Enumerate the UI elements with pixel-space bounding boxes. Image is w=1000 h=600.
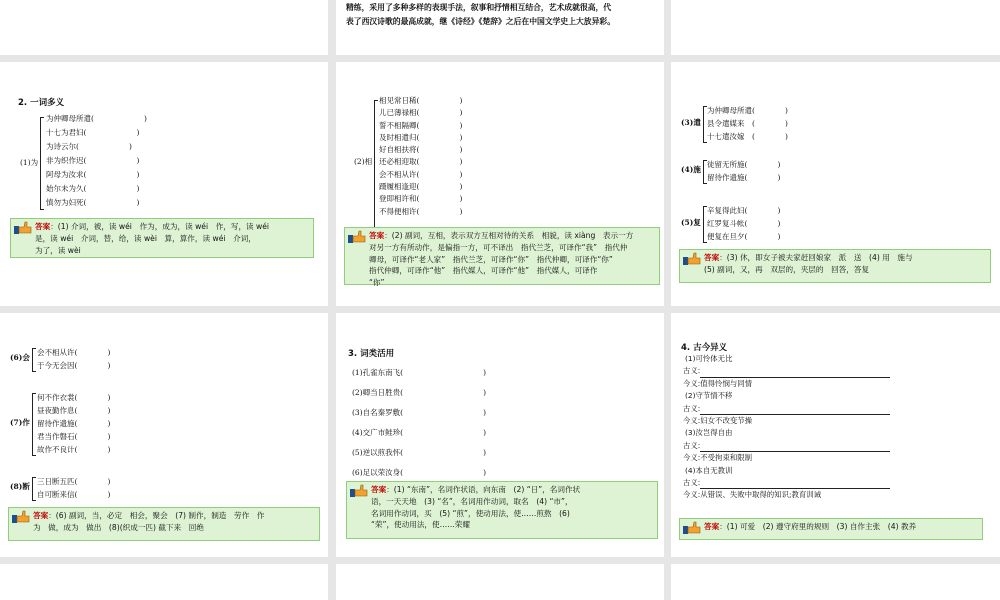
item-text: 儿已薄禄相( <box>379 108 420 118</box>
word-label: (2)相 <box>354 157 373 166</box>
item-text: 徒留无所施( <box>707 160 748 169</box>
item-text: 及时相遣归( <box>379 132 420 142</box>
answer-line: 是，读 wéi 介词，替，给，读 wèi 算，算作，读 wéi 介词， <box>35 233 256 243</box>
item-text: 县令遣媒来 ( <box>707 119 755 128</box>
list-item <box>352 443 486 463</box>
close-paren: ) <box>784 119 788 128</box>
answer-line: 语，一天天地 (3) “名”，名词用作动词，取名 (4) “市”， <box>371 496 573 506</box>
answer-box <box>346 481 658 539</box>
brace <box>374 100 378 228</box>
list-item <box>707 104 788 117</box>
list-item <box>46 154 147 168</box>
gu-label: 古义: <box>683 366 701 376</box>
list-item <box>352 463 486 483</box>
close-paren: ) <box>107 406 111 415</box>
pointing-hand-icon <box>350 484 368 497</box>
item-text: 故作不良计( <box>37 445 78 454</box>
answer-label: 答案 <box>33 511 49 520</box>
item-text: 君当作磐石( <box>37 432 78 441</box>
item-list <box>707 158 780 184</box>
jin-meaning: 今义:值得怜悯与同情 <box>683 378 753 388</box>
answer-line: ：(3) 休，即女子被夫家赶回娘家 派 送 (4) 用 施与 <box>719 253 913 262</box>
answer-line: ：(2) 副词，互相，表示双方互相对待的关系 相貌，读 xiàng 表示一方 <box>384 231 634 240</box>
list-item <box>707 130 788 143</box>
close-paren: ) <box>107 432 111 441</box>
item-text: 登即相许和( <box>379 194 420 204</box>
list-item <box>379 132 462 144</box>
word-label: (3)遣 <box>681 117 701 127</box>
list-item <box>352 403 486 423</box>
answer-line: “荣”，使动用法，使……荣耀 <box>371 520 470 530</box>
answer-label: 答案 <box>35 222 51 231</box>
list-item <box>37 430 110 443</box>
pointing-hand-icon <box>683 521 701 534</box>
list-item <box>37 417 110 430</box>
word-label: (7)作 <box>10 417 30 427</box>
jin-meaning: 今义:不受拘束和限制 <box>683 453 753 463</box>
close-paren: ) <box>107 393 111 402</box>
item-text: 非为织作迟( <box>46 156 87 165</box>
item-text: 阿母为汝求( <box>46 170 87 179</box>
list-item <box>707 204 780 217</box>
gujin-entry <box>685 427 890 464</box>
item-text: 会不相从许( <box>37 348 78 357</box>
answer-line-blank <box>700 441 890 452</box>
item-text: 好自相扶将( <box>379 145 420 155</box>
answer-line: ：(1) 可爱 (2) 遵守府里的规则 (3) 自作主张 (4) 教养 <box>719 522 917 531</box>
answer-line: 为 做，成为 做出 (8)(织成一匹) 截下来 回绝 <box>33 522 204 532</box>
list-item <box>352 383 486 403</box>
list-item <box>707 217 780 230</box>
item-text: 还必相迎取( <box>379 157 420 167</box>
brace <box>40 117 44 210</box>
close-paren: ) <box>483 388 486 397</box>
list-item <box>46 182 147 196</box>
close-paren: ) <box>128 142 132 151</box>
gu-label: 古义: <box>683 478 701 488</box>
answer-line: ：(1) 介词，被，读 wéi 作为，成为，读 wéi 作，写，读 wéi <box>50 222 270 231</box>
list-item <box>37 443 110 456</box>
brace <box>32 477 36 501</box>
slide-yici-hui <box>0 313 328 557</box>
answer-label: 答案 <box>369 231 385 240</box>
list-item <box>707 230 780 243</box>
intro-line-2: 表了西汉诗歌的最高成就，继《诗经》《楚辞》之后在中国文学史上大放异彩。 <box>346 17 615 26</box>
item-text: 蹑履相逢迎( <box>379 182 420 192</box>
list-item <box>379 193 462 205</box>
answer-line: 卿母，可译作“老人家” 指代兰芝，可译作“你” 指代仲卿，可译作“你” <box>369 254 613 264</box>
slide-yici-xiang <box>336 62 664 306</box>
section-heading: 4. 古今异义 <box>681 343 728 353</box>
list-item <box>379 107 462 119</box>
item-list <box>37 346 110 372</box>
item-text: 留待作遗施( <box>37 419 78 428</box>
item-text: (3)自名秦罗敷( <box>352 408 404 417</box>
close-paren: ) <box>107 477 111 486</box>
close-paren: ) <box>459 182 463 192</box>
slide-yici-qian <box>671 62 1000 306</box>
entry-title: (4)本自无教训 <box>685 465 733 475</box>
close-paren: ) <box>777 206 781 215</box>
answer-line-blank <box>700 404 890 415</box>
list-item <box>379 95 462 107</box>
entry-title: (3)汝岂得自由 <box>685 428 733 438</box>
item-list <box>37 475 110 501</box>
entry-title: (2)守节情不移 <box>685 391 733 401</box>
answer-box <box>10 218 314 258</box>
answer-box <box>344 227 660 288</box>
word-label: (5)复 <box>681 217 701 227</box>
close-paren: ) <box>459 96 463 105</box>
item-text: (2)卿当日胜贵( <box>352 388 404 397</box>
answer-label: 答案 <box>704 522 720 531</box>
brace <box>32 348 36 372</box>
jin-meaning: 今义:从错误、失败中取得的知识;教育训诫 <box>683 490 822 500</box>
item-text: 辛复得此妇( <box>707 206 748 215</box>
item-text: (6)足以荣汝身( <box>352 468 404 477</box>
entry-title: (1)可怜体无比 <box>685 354 733 363</box>
answer-line: 为了，读 wèi <box>35 245 81 255</box>
list-item <box>46 126 147 140</box>
close-paren: ) <box>459 169 463 179</box>
close-paren: ) <box>459 194 463 204</box>
section-heading: 3. 词类活用 <box>348 349 395 359</box>
close-paren: ) <box>459 108 463 118</box>
close-paren: ) <box>784 106 788 115</box>
answer-label: 答案 <box>371 485 387 494</box>
answer-line: ：(6) 副词，当，必定 相会，聚会 (7) 制作，制造 劳作 作 <box>48 511 265 520</box>
item-text: 留待作遗施( <box>707 173 748 182</box>
word-label: (6)会 <box>10 353 30 362</box>
section-heading: 2. 一词多义 <box>18 98 65 108</box>
pointing-hand-icon <box>12 510 30 523</box>
gujin-entry <box>685 465 890 502</box>
list-item <box>37 475 110 488</box>
item-text: 相见常日稀( <box>379 96 420 105</box>
brace <box>32 393 36 456</box>
gu-label: 古义: <box>683 403 701 413</box>
answer-line: (5) 副词，又，再 双层的，夹层的 回答，答复 <box>704 264 870 274</box>
answer-line-blank <box>700 367 890 378</box>
close-paren: ) <box>777 219 781 228</box>
list-item <box>352 423 486 443</box>
close-paren: ) <box>107 361 111 370</box>
close-paren: ) <box>459 206 463 216</box>
item-list <box>707 204 780 243</box>
close-paren: ) <box>136 156 140 165</box>
item-list <box>46 112 147 210</box>
item-text: 十七遣汝嫁 ( <box>707 132 755 141</box>
answer-box <box>8 507 320 541</box>
item-text: 为仲卿母所遣( <box>46 114 94 123</box>
slide-top-left <box>0 0 328 55</box>
answer-line: “你” <box>369 278 385 288</box>
item-text: 誓不相隔卿( <box>379 120 420 130</box>
gujin-entry <box>685 353 890 390</box>
item-text: (5)逆以煎我怀( <box>352 448 404 457</box>
item-text: 会不相从许( <box>379 169 420 179</box>
pointing-hand-icon <box>348 230 366 243</box>
close-paren: ) <box>143 114 147 123</box>
list-item <box>707 158 780 171</box>
list-item <box>352 363 486 383</box>
close-paren: ) <box>483 368 486 377</box>
item-text: 昼夜勤作息( <box>37 406 78 415</box>
list-item <box>46 196 147 210</box>
list-item <box>379 181 462 193</box>
gu-label: 古义: <box>683 440 701 450</box>
list-item <box>46 140 147 154</box>
close-paren: ) <box>777 160 781 169</box>
item-text: 便复在旦夕( <box>707 232 748 241</box>
item-text: 于今无会因( <box>37 361 78 370</box>
word-label: (8)断 <box>10 482 30 491</box>
item-list <box>352 363 486 483</box>
list-item <box>37 404 110 417</box>
item-text: 何不作衣裳( <box>37 393 78 402</box>
item-text: 慎勿为妇死( <box>46 198 87 207</box>
close-paren: ) <box>136 198 140 207</box>
item-text: 自可断来信( <box>37 490 78 499</box>
slide-bottom-left <box>0 564 328 600</box>
close-paren: ) <box>136 128 140 137</box>
list-item <box>46 112 147 126</box>
answer-line: 指代仲卿，可译作“他” 指代媒人，可译作“他” 指代媒人，可译作 <box>369 266 598 276</box>
pointing-hand-icon <box>14 221 32 234</box>
close-paren: ) <box>459 120 463 130</box>
close-paren: ) <box>483 448 486 457</box>
pointing-hand-icon <box>683 252 701 265</box>
slide-top-right <box>671 0 1000 55</box>
entry-list <box>685 353 890 502</box>
slide-bottom-mid <box>336 564 664 600</box>
item-text: (1)孔雀东南飞( <box>352 368 404 377</box>
item-list <box>37 391 110 456</box>
slide-ciliehuoyong <box>336 313 664 557</box>
answer-line: 对另一方有所动作，是偏指一方，可不译出 指代兰芝，可译作“我” 指代仲 <box>369 242 628 252</box>
close-paren: ) <box>459 157 463 167</box>
list-item <box>379 156 462 168</box>
item-text: 十七为君妇( <box>46 128 87 137</box>
close-paren: ) <box>107 490 111 499</box>
close-paren: ) <box>777 232 781 241</box>
close-paren: ) <box>459 145 463 155</box>
list-item <box>379 144 462 156</box>
close-paren: ) <box>483 408 486 417</box>
list-item <box>707 117 788 130</box>
item-list <box>707 104 788 143</box>
gujin-entry <box>685 390 890 427</box>
item-list <box>379 95 462 218</box>
list-item <box>379 120 462 132</box>
list-item <box>46 168 147 182</box>
item-text: 三日断五匹( <box>37 477 78 486</box>
answer-label: 答案 <box>704 253 720 262</box>
close-paren: ) <box>107 419 111 428</box>
item-text: 为诗云尔( <box>46 142 79 151</box>
slide-top-mid <box>336 0 664 55</box>
item-text: 红罗复斗帐( <box>707 219 748 228</box>
answer-line: ：(1) “东南”，名词作状语，向东南 (2) “日”，名词作状 <box>386 485 581 494</box>
list-item <box>379 206 462 218</box>
list-item <box>37 359 110 372</box>
slide-gujinyiyi <box>671 313 1000 557</box>
list-item <box>37 391 110 404</box>
close-paren: ) <box>777 173 781 182</box>
list-item <box>37 346 110 359</box>
list-item <box>379 169 462 181</box>
close-paren: ) <box>784 132 788 141</box>
close-paren: ) <box>483 428 486 437</box>
word-label: (1)为 <box>20 158 39 167</box>
close-paren: ) <box>459 132 463 142</box>
item-text: 不得便相许( <box>379 206 420 216</box>
intro-line-1: 精练，采用了多种多样的表现手法，叙事和抒情相互结合，艺术成就很高，代 <box>346 3 612 12</box>
answer-box <box>679 518 983 540</box>
slide-yici-wei <box>0 62 328 306</box>
answer-box <box>679 249 991 283</box>
close-paren: ) <box>107 445 111 454</box>
item-text: 为仲卿母所遣( <box>707 106 755 115</box>
slide-bottom-right <box>671 564 1000 600</box>
close-paren: ) <box>107 348 111 357</box>
close-paren: ) <box>136 184 140 193</box>
answer-line-blank <box>700 478 890 489</box>
jin-meaning: 今义:妇女不改变节操 <box>683 416 753 426</box>
item-text: 始尔未为久( <box>46 184 87 193</box>
list-item <box>707 171 780 184</box>
close-paren: ) <box>136 170 140 179</box>
close-paren: ) <box>483 468 486 477</box>
word-label: (4)施 <box>681 165 701 174</box>
list-item <box>37 488 110 501</box>
item-text: (4)交广市鲑珍( <box>352 428 404 437</box>
answer-line: 名词用作动词，买 (5) “煎”，使动用法，使……煎熬 (6) <box>371 508 570 518</box>
